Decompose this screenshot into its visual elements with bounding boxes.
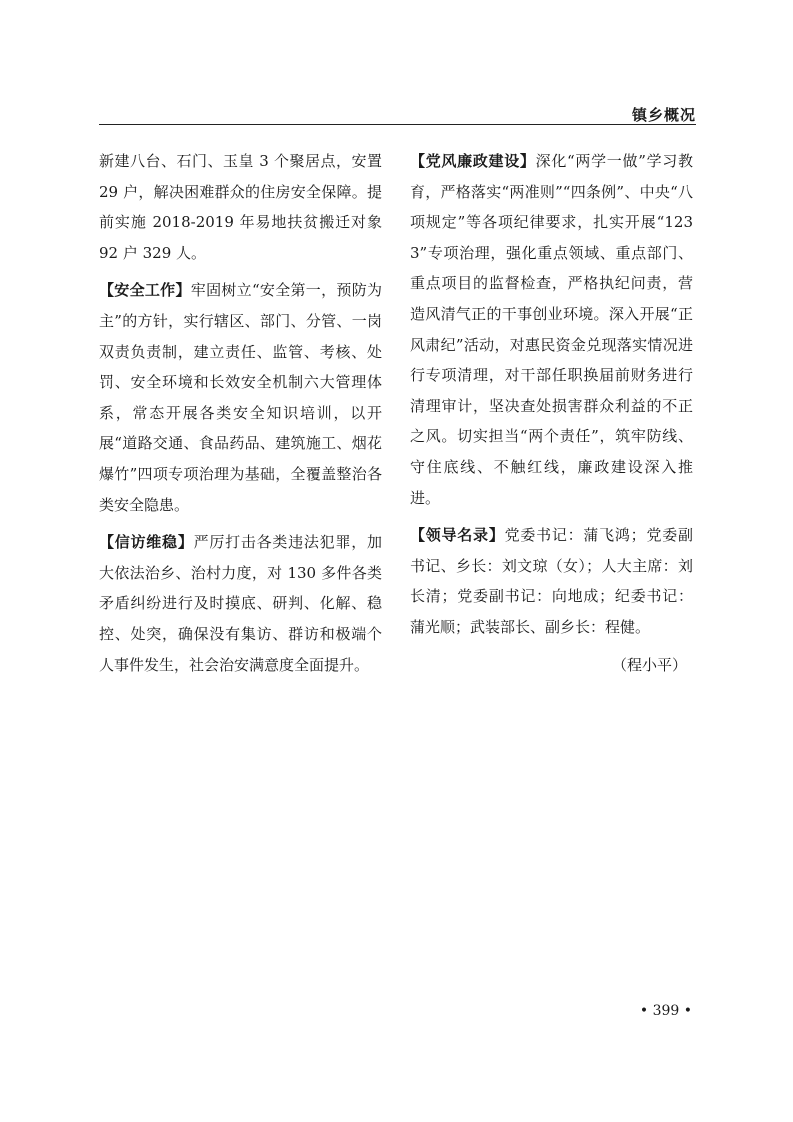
paragraph-resettlement [99, 146, 382, 268]
header-divider [99, 124, 696, 125]
paragraph-text: 深化“两学一做”学习教育，严格落实“两准则”“四条例”、中央“八项规定”等各项纪律要求，扎实开展“1233”专项治理，强化重点领域、重点部门、重点项目的监督检查，严格执纪问责，营造风清气正的干事创业环境。深入开展“正风肃纪”活动，对惠民资金兑现落实情况进行专项清理，对干部任职换届前财务进行清理审计，坚决查处损害群众利益的不正之风。切实担当“两个责任”，筑牢防线、守住底线、不触红线，廉政建设深入推进。 [410, 152, 693, 507]
paragraph-party-integrity [410, 146, 693, 513]
section-heading-safety: 【安全工作】 [99, 281, 191, 300]
author-signature: （程小平） [611, 655, 687, 674]
paragraph-text: 严厉打击各类违法犯罪，加大依法治乡、治村力度，对 130 多件各类矛盾纠纷进行及时摸底、研判、化解、稳控、处突，确保没有集访、群访和极端个人事件发生，社会治安满意度全面提升。 [99, 533, 382, 674]
section-heading-petition: 【信访维稳】 [99, 533, 194, 552]
right-column [410, 146, 693, 680]
page-number: • 399 • [639, 1003, 692, 1019]
paragraph-leadership-list [410, 520, 693, 642]
paragraph-text: 新建八台、石门、玉皇 3 个聚居点，安置 29 户，解决困难群众的住房安全保障。提前实施 2018-2019 年易地扶贫搬迁对象 92 户 329 人。 [99, 152, 382, 262]
section-title: 镇乡概况 [631, 106, 696, 124]
left-column [99, 146, 382, 687]
paragraph-safety-work [99, 275, 382, 520]
paragraph-text: 牢固树立“安全第一，预防为主”的方针，实行辖区、部门、分管、一岗双责负责制，建立责任、监管、考核、处罚、安全环境和长效安全机制六大管理体系，常态开展各类安全知识培训，以开展“道路交通、食品药品、建筑施工、烟花爆竹”四项专项治理为基础，全覆盖整治各类安全隐患。 [99, 281, 382, 514]
paragraph-text: 党委书记：蒲飞鸿；党委副书记、乡长：刘文琼（女）；人大主席：刘长清；党委副书记：向地成；纪委书记：蒲光顺；武装部长、副乡长：程健。 [410, 526, 693, 636]
section-heading-party-integrity: 【党风廉政建设】 [410, 152, 536, 170]
section-heading-leadership: 【领导名录】 [410, 526, 505, 545]
paragraph-petition-stability [99, 527, 382, 680]
